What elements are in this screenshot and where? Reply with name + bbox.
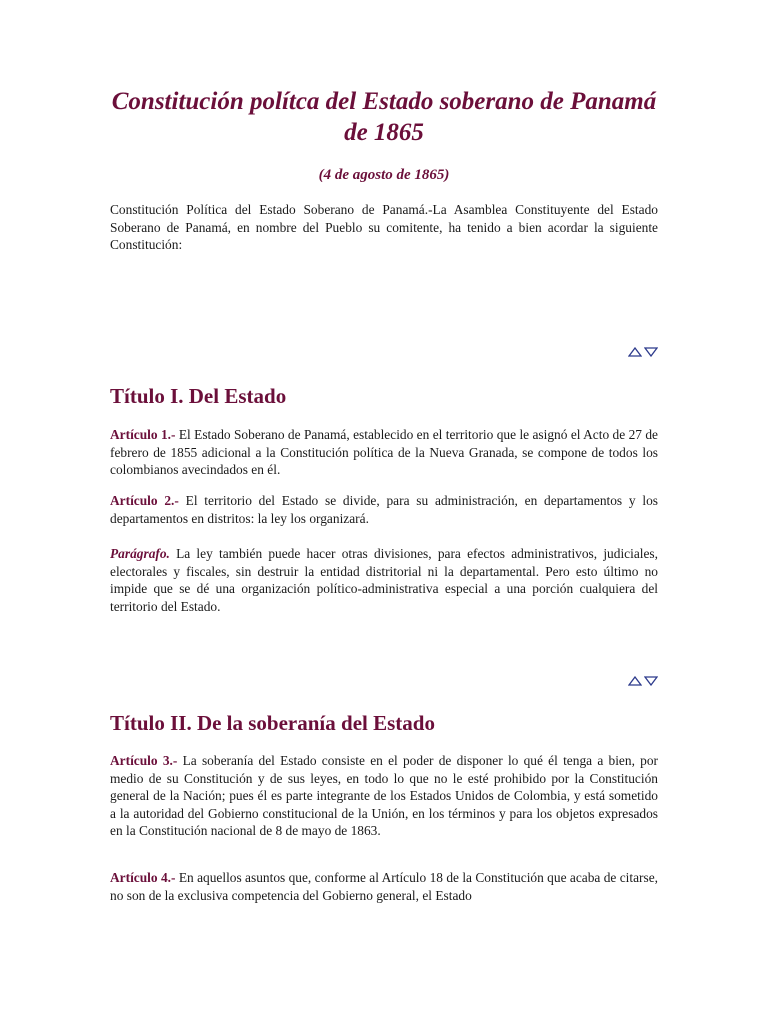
articulo-3-label: Artículo 3.-: [110, 753, 178, 768]
articulo-3: [110, 752, 658, 840]
document-title: Constitución polítca del Estado soberano de Panamá de 1865: [111, 88, 657, 146]
articulo-1-text: El Estado Soberano de Panamá, establecido en el territorio que le asignó el Acto de 27 de febrero de 1855 adicional a la Constitución política de la Nueva Granada, se compone de todos los colombianos avecindados en él.: [110, 427, 658, 477]
paragrafo-text: La ley también puede hacer otras divisiones, para efectos administrativos, judiciales, electorales y fiscales, sin destruir la entidad distritorial ni la departamental. Pero esto último no impide que se dé una organización político-administrativa especial a una porción cualquiera del territorio del Estado.: [110, 546, 658, 614]
section-nav-1: [618, 347, 658, 359]
titulo-1-heading: Título I. Del Estado: [110, 384, 287, 408]
articulo-4: [110, 869, 658, 904]
paragrafo: [110, 545, 658, 615]
arrow-up-icon[interactable]: [628, 676, 642, 686]
arrow-up-icon[interactable]: [628, 347, 642, 357]
articulo-1: [110, 426, 658, 479]
articulo-4-text: En aquellos asuntos que, conforme al Artículo 18 de la Constitución que acaba de citarse, no son de la exclusiva competencia del Gobierno general, el Estado: [110, 870, 658, 903]
document-date: (4 de agosto de 1865): [318, 167, 450, 183]
document-page: [110, 0, 659, 903]
articulo-2-label: Artículo 2.-: [110, 493, 179, 508]
arrow-down-icon[interactable]: [644, 347, 658, 357]
articulo-3-text: La soberanía del Estado consiste en el poder de disponer lo qué él tenga a bien, por medio de su Constitución y de sus leyes, en todo lo que no le esté prohibido por la Constitución general de la Nación; pues él es parte integrante de los Estados Unidos de Colombia, y está sometido a la autoridad del Gobierno constitucional de la Unión, en los términos y para los objetos expresados en la Constitución nacional de 8 de mayo de 1863.: [110, 753, 659, 838]
preamble-paragraph: Constitución Política del Estado Soberano de Panamá.-La Asamblea Constituyente del Estado Soberano de Panamá, en nombre del Pueblo su comitente, ha tenido a bien acordar la siguiente Constitución:: [110, 202, 658, 252]
articulo-4-label: Artículo 4.-: [110, 870, 176, 885]
paragrafo-label: Parágrafo.: [110, 546, 170, 561]
articulo-2: [110, 492, 658, 527]
arrow-down-icon[interactable]: [644, 676, 658, 686]
section-nav-2: [618, 676, 658, 688]
articulo-1-label: Artículo 1.-: [110, 427, 176, 442]
articulo-2-text: El territorio del Estado se divide, para su administración, en departamentos y los departamentos en distritos: la ley los organizará.: [110, 493, 658, 526]
titulo-2-heading: Título II. De la soberanía del Estado: [110, 711, 435, 735]
